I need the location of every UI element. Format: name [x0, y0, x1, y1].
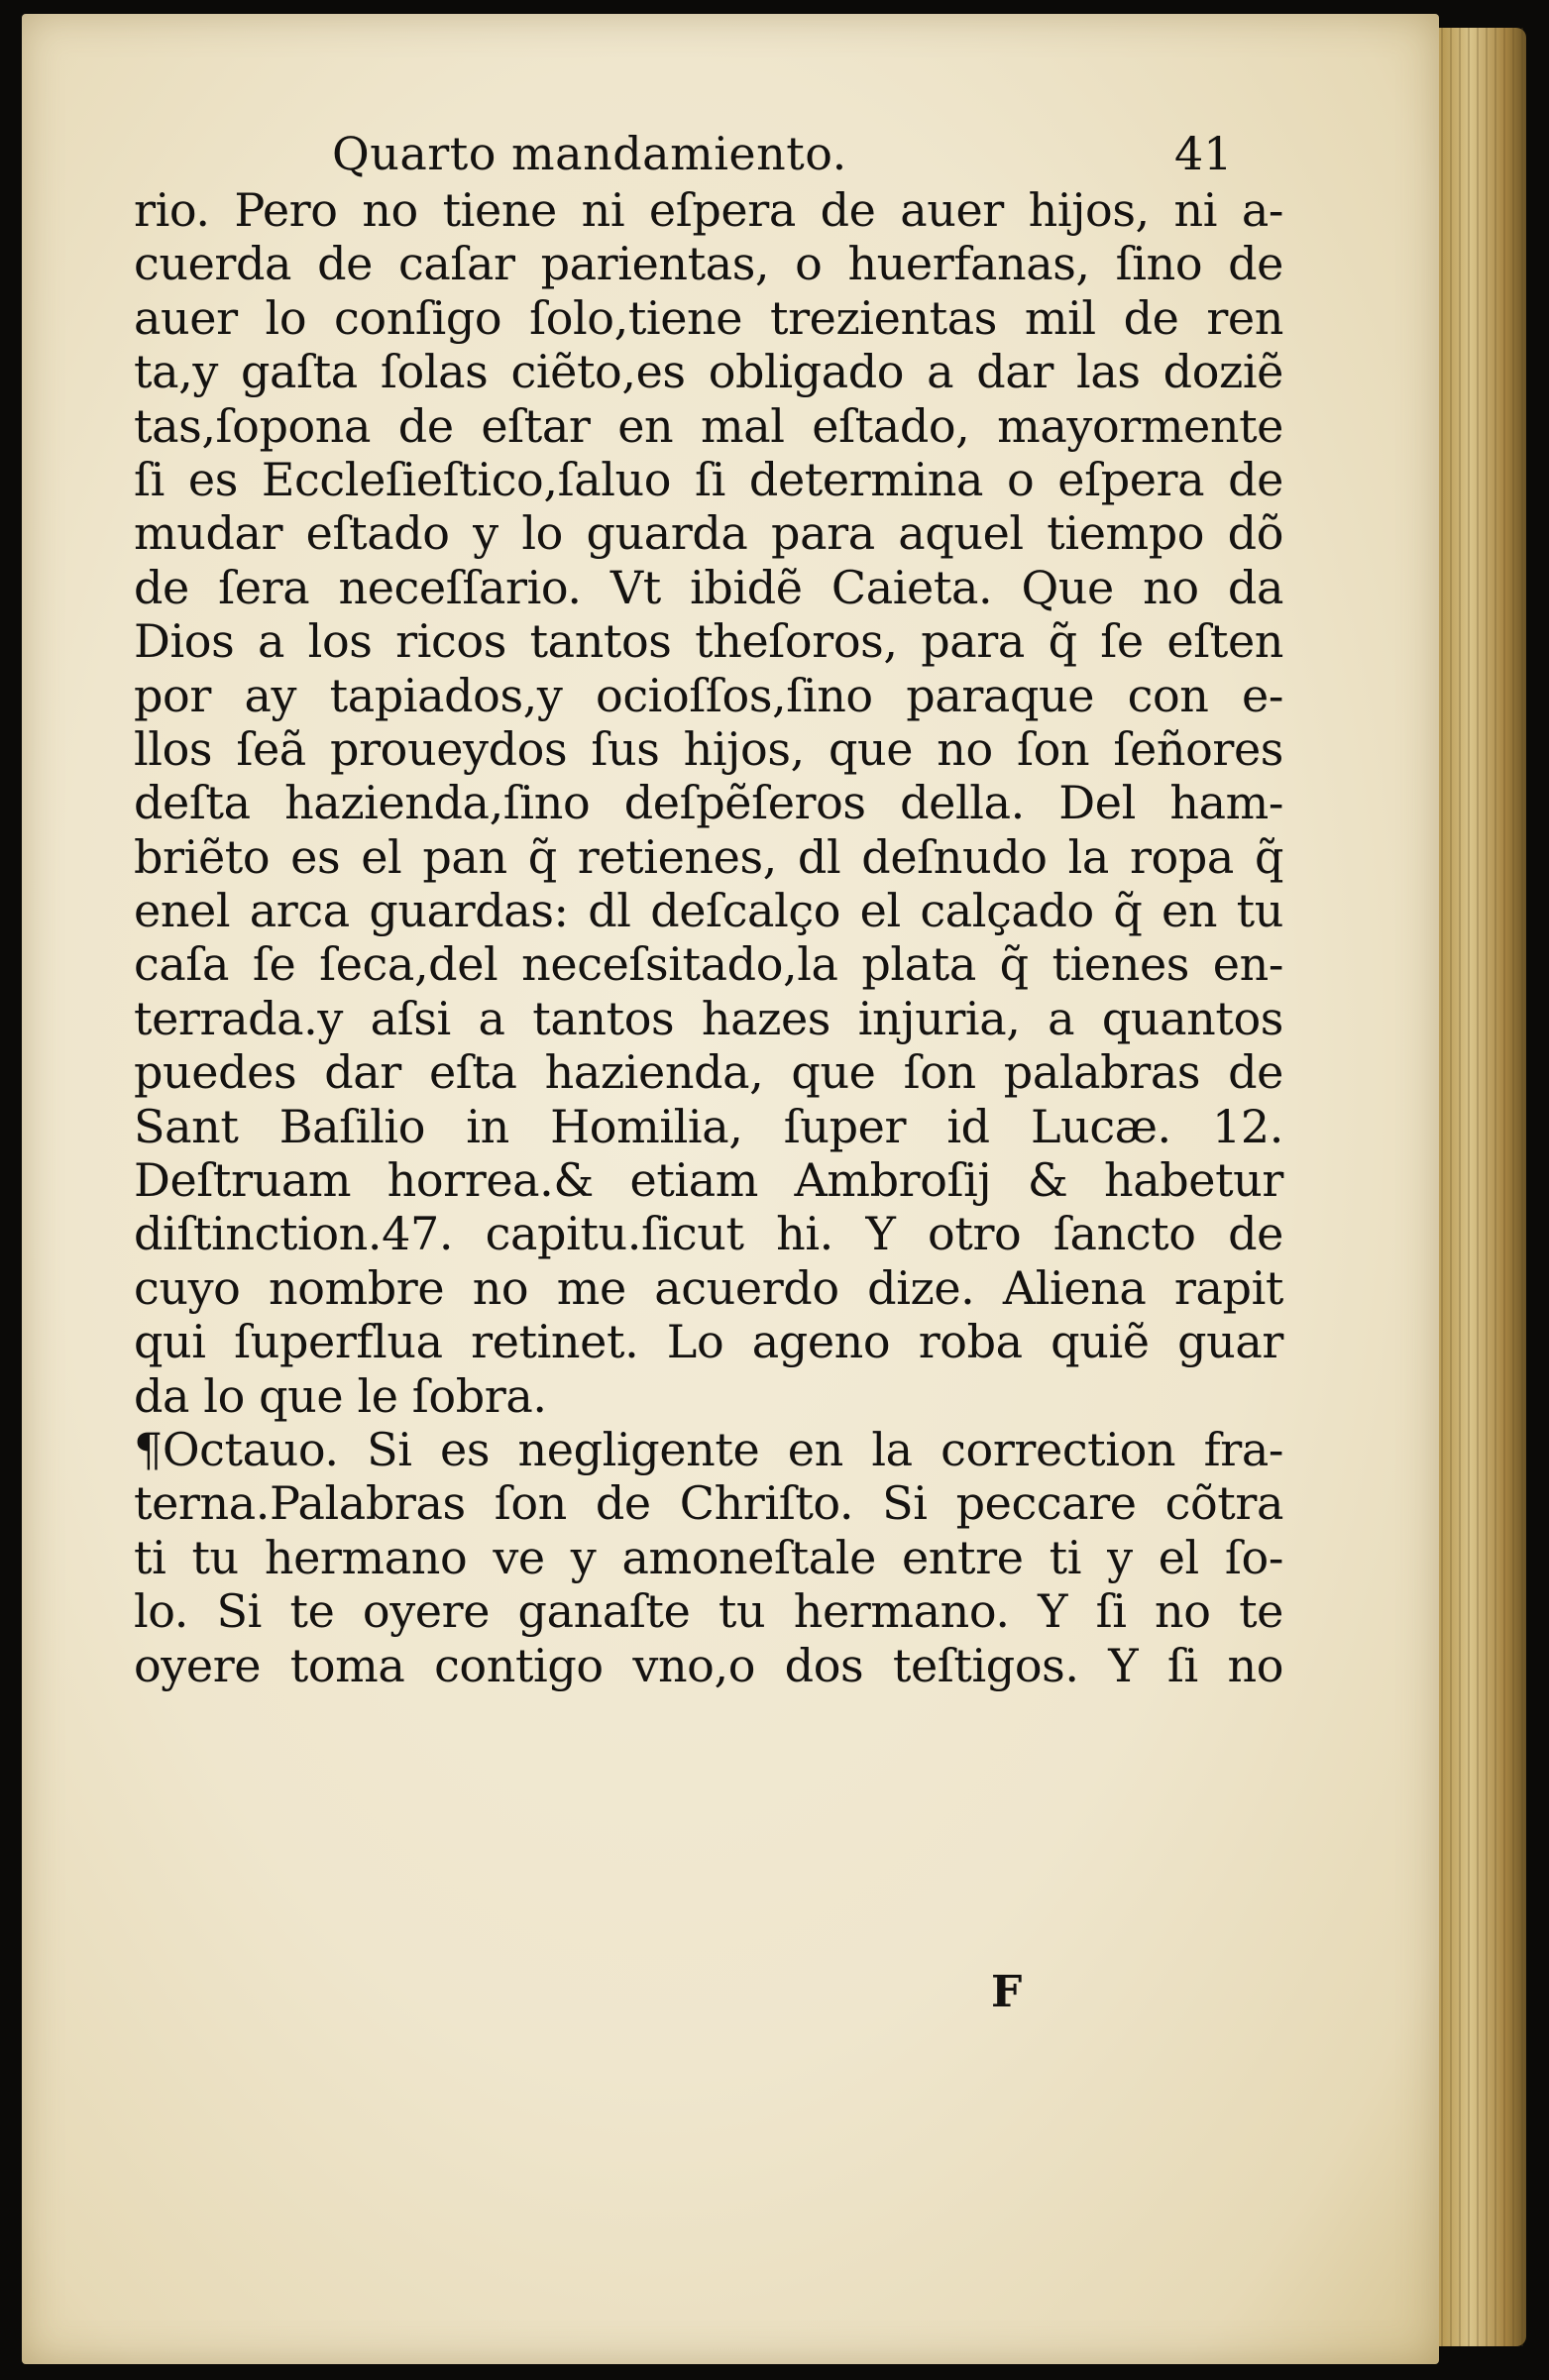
running-title: Quarto mandamiento. — [332, 127, 847, 180]
text-line: oyere toma contigo vno,o dos teſtigos. Y ſi no — [134, 1638, 1283, 1692]
text-line: auer lo conſigo ſolo,tiene trezientas mil de ren — [134, 290, 1283, 345]
text-line: deſta hazienda,ſino deſpẽſeros della. Del ham- — [134, 776, 1283, 830]
text-line: ti tu hermano ve y amoneſtale entre ti y el ſo- — [134, 1530, 1283, 1584]
text-line: caſa ſe ſeca,del neceſsitado,la plata q̃ tienes en- — [134, 937, 1283, 992]
text-line: por ay tapiados,y ocioſſos,ſino paraque con e- — [134, 668, 1283, 722]
text-line: puedes dar eſta hazienda, que ſon palabras de — [134, 1045, 1283, 1100]
text-line: tas,ſopona de eſtar en mal eſtado, mayormente — [134, 398, 1283, 453]
text-line: Deſtruam horrea.& etiam Ambroſij & habetur — [134, 1153, 1283, 1208]
text-line: enel arca guardas: dl deſcalço el calçado q̃ en tu — [134, 884, 1283, 938]
page-header — [134, 124, 1283, 183]
text-line: diſtinction.47. capitu.ſicut hi. Y otro ſancto de — [134, 1207, 1283, 1261]
text-line: llos ſeã proueydos ſus hijos, que no ſon ſeñores — [134, 721, 1283, 776]
text-line: ¶Octauo. Si es negligente en la correction fra- — [134, 1422, 1283, 1476]
text-line: qui ſuperflua retinet. Lo ageno roba quiẽ guar — [134, 1315, 1283, 1369]
text-line: briẽto es el pan q̃ retienes, dl deſnudo la ropa q̃ — [134, 829, 1283, 884]
text-line: Sant Baſilio in Homilia, ſuper id Lucæ. 12. — [134, 1099, 1283, 1153]
text-line: ta,y gaſta ſolas ciẽto,es obligado a dar las doziẽ — [134, 345, 1283, 399]
text-line: terrada.y aſsi a tantos hazes injuria, a quantos — [134, 991, 1283, 1045]
text-line: ſi es Eccleſieſtico,ſaluo ſi determina o eſpera de — [134, 452, 1283, 506]
page-number: 41 — [1174, 127, 1233, 180]
text-line: mudar eſtado y lo guarda para aquel tiempo dõ — [134, 506, 1283, 561]
text-line: rio. Pero no tiene ni eſpera de auer hijos, ni a- — [134, 183, 1283, 237]
text-line: cuyo nombre no me acuerdo dize. Aliena rapit — [134, 1260, 1283, 1315]
signature-mark: F — [991, 1967, 1023, 2017]
text-line: da lo que le ſobra. — [134, 1368, 547, 1423]
text-line: Dios a los ricos tantos theſoros, para q̃ ſe eſten — [134, 614, 1283, 669]
text-line: cuerda de caſar parientas, o huerfanas, ſino de — [134, 237, 1283, 291]
text-line: terna.Palabras ſon de Chriſto. Si peccare cõtra — [134, 1476, 1283, 1531]
text-line: de ſera neceſſario. Vt ibidẽ Caieta. Que no da — [134, 560, 1283, 614]
text-line: lo. Si te oyere ganaſte tu hermano. Y ſi no te — [134, 1584, 1283, 1639]
text-block — [134, 124, 1283, 1692]
